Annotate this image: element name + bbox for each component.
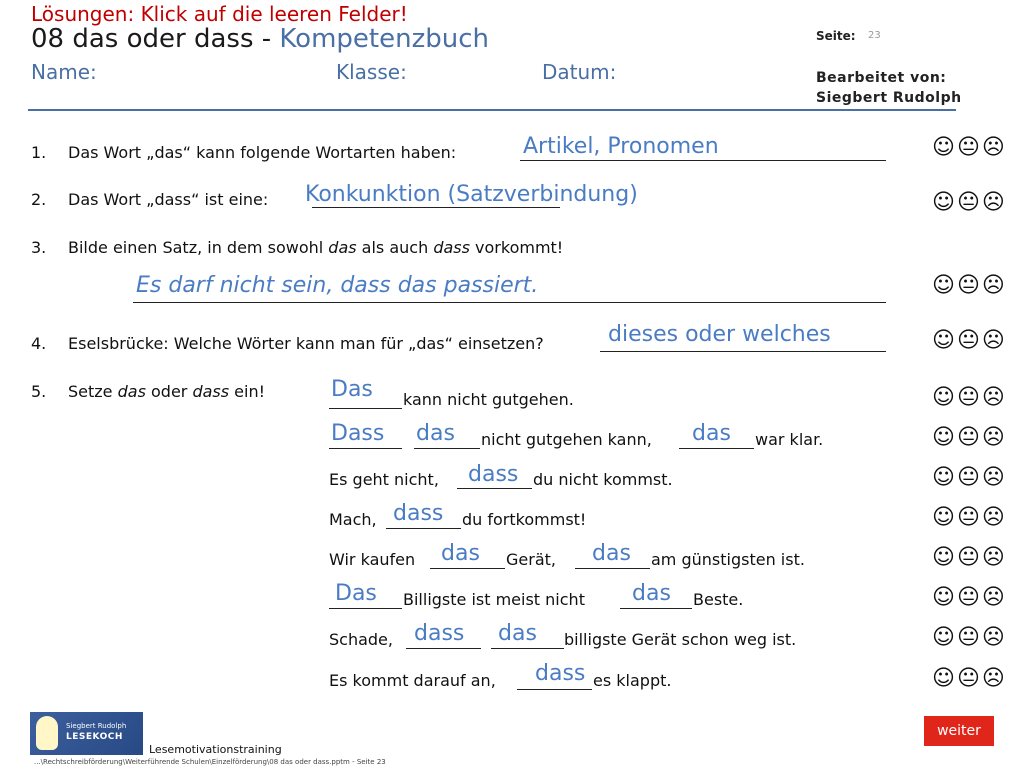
s7-answer-2[interactable]: das bbox=[498, 621, 537, 646]
page-title bbox=[31, 24, 489, 54]
happy-icon[interactable]: ☺ bbox=[932, 273, 957, 298]
s7-text-1: billigste Gerät schon weg ist. bbox=[564, 630, 797, 649]
s2-text-2: war klar. bbox=[755, 430, 824, 449]
q3-answer[interactable]: Es darf nicht sein, dass das passiert. bbox=[136, 273, 539, 298]
neutral-icon[interactable]: 😐 bbox=[956, 425, 982, 450]
happy-icon[interactable]: ☺ bbox=[932, 385, 957, 410]
s6-answer-2[interactable]: das bbox=[632, 581, 671, 606]
title-sub: Kompetenzbuch bbox=[279, 24, 489, 54]
s1-blank-1[interactable] bbox=[329, 408, 402, 409]
neutral-icon[interactable]: 😐 bbox=[956, 625, 982, 650]
sad-icon[interactable]: ☹ bbox=[981, 135, 1007, 160]
s5-blank-1[interactable] bbox=[430, 568, 505, 569]
s8-answer-1[interactable]: dass bbox=[535, 661, 586, 686]
s3-blank-1[interactable] bbox=[457, 488, 532, 489]
sad-icon[interactable]: ☹ bbox=[981, 190, 1007, 215]
rating-row-4 bbox=[932, 328, 1007, 353]
happy-icon[interactable]: ☺ bbox=[932, 190, 957, 215]
sad-icon[interactable]: ☹ bbox=[981, 465, 1007, 490]
q1-answer[interactable]: Artikel, Pronomen bbox=[523, 134, 719, 159]
rating-row-2 bbox=[932, 190, 1007, 215]
s3-answer-1[interactable]: dass bbox=[468, 462, 519, 487]
s6-blank-2[interactable] bbox=[620, 608, 692, 609]
s6-text-2: Beste. bbox=[693, 590, 744, 609]
happy-icon[interactable]: ☺ bbox=[932, 465, 957, 490]
name-label: Name: bbox=[31, 60, 97, 84]
neutral-icon[interactable]: 😐 bbox=[956, 585, 982, 610]
bearbeitet-block bbox=[816, 68, 962, 108]
s2-answer-2[interactable]: das bbox=[416, 421, 455, 446]
sad-icon[interactable]: ☹ bbox=[981, 585, 1007, 610]
happy-icon[interactable]: ☺ bbox=[932, 328, 957, 353]
neutral-icon[interactable]: 😐 bbox=[956, 666, 982, 691]
rating-row-6 bbox=[932, 425, 1007, 450]
title-main: 08 das oder dass - bbox=[31, 24, 280, 54]
q2-number: 2. bbox=[31, 190, 47, 209]
logo-author: Siegbert Rudolph bbox=[66, 722, 127, 730]
q1-blank[interactable] bbox=[520, 160, 886, 161]
q1-number: 1. bbox=[31, 143, 47, 162]
neutral-icon[interactable]: 😐 bbox=[956, 545, 982, 570]
rating-row-3 bbox=[932, 273, 1007, 298]
lesemotivation-label: Lesemotivationstraining bbox=[149, 743, 282, 756]
s4-answer-1[interactable]: dass bbox=[393, 501, 444, 526]
happy-icon[interactable]: ☺ bbox=[932, 425, 957, 450]
s2-blank-2[interactable] bbox=[414, 448, 480, 449]
rating-row-7 bbox=[932, 465, 1007, 490]
weiter-button[interactable]: weiter bbox=[924, 716, 994, 746]
s3-text-0: Es geht nicht, bbox=[329, 470, 439, 489]
s1-text: kann nicht gutgehen. bbox=[403, 390, 574, 409]
s2-text-1: nicht gutgehen kann, bbox=[481, 430, 652, 449]
s6-blank-1[interactable] bbox=[329, 608, 402, 609]
happy-icon[interactable]: ☺ bbox=[932, 666, 957, 691]
q5-text: Setze das oder dass ein! bbox=[68, 382, 266, 401]
rating-row-9 bbox=[932, 545, 1007, 570]
seite-label: Seite: bbox=[816, 29, 856, 43]
sad-icon[interactable]: ☹ bbox=[981, 328, 1007, 353]
rating-row-12 bbox=[932, 666, 1007, 691]
q2-answer[interactable]: Konkunktion (Satzverbindung) bbox=[305, 182, 638, 207]
q5-number: 5. bbox=[31, 382, 47, 401]
s5-text-1: Gerät, bbox=[506, 550, 556, 569]
q2-blank[interactable] bbox=[312, 207, 560, 208]
happy-icon[interactable]: ☺ bbox=[932, 545, 957, 570]
s2-blank-3[interactable] bbox=[679, 448, 754, 449]
neutral-icon[interactable]: 😐 bbox=[956, 505, 982, 530]
s5-answer-1[interactable]: das bbox=[441, 541, 480, 566]
s2-answer-1[interactable]: Dass bbox=[331, 421, 385, 446]
file-path: ...\Rechtschreibförderung\Weiterführende Schulen\Einzelförderung\08 das oder dass.pptm - Seite 23 bbox=[34, 758, 386, 766]
sad-icon[interactable]: ☹ bbox=[981, 666, 1007, 691]
rating-row-8 bbox=[932, 505, 1007, 530]
s3-text-1: du nicht kommst. bbox=[533, 470, 673, 489]
happy-icon[interactable]: ☺ bbox=[932, 585, 957, 610]
q4-number: 4. bbox=[31, 334, 47, 353]
s7-answer-1[interactable]: dass bbox=[414, 621, 465, 646]
q3-blank[interactable] bbox=[133, 302, 886, 303]
s5-blank-2[interactable] bbox=[575, 568, 650, 569]
sad-icon[interactable]: ☹ bbox=[981, 505, 1007, 530]
q4-answer[interactable]: dieses oder welches bbox=[608, 322, 831, 347]
bearbeitet-label: Bearbeitet von: bbox=[816, 70, 947, 86]
q4-blank[interactable] bbox=[600, 351, 886, 352]
q3-text: Bilde einen Satz, in dem sowohl das als auch dass vorkommt! bbox=[68, 238, 564, 257]
q1-text: Das Wort „das“ kann folgende Wortarten haben: bbox=[68, 143, 457, 162]
seite-number: 23 bbox=[868, 30, 881, 41]
rating-row-10 bbox=[932, 585, 1007, 610]
q4-text: Eselsbrücke: Welche Wörter kann man für „das“ einsetzen? bbox=[68, 334, 544, 353]
happy-icon[interactable]: ☺ bbox=[932, 135, 957, 160]
rating-row-1 bbox=[932, 135, 1007, 160]
s6-answer-1[interactable]: Das bbox=[335, 581, 377, 606]
s2-blank-1[interactable] bbox=[329, 448, 402, 449]
rating-row-11 bbox=[932, 625, 1007, 650]
s5-answer-2[interactable]: das bbox=[592, 541, 631, 566]
happy-icon[interactable]: ☺ bbox=[932, 505, 957, 530]
s4-text-1: du fortkommst! bbox=[462, 510, 587, 529]
klasse-label: Klasse: bbox=[336, 60, 407, 84]
s6-text-1: Billigste ist meist nicht bbox=[403, 590, 585, 609]
lightbulb-icon bbox=[36, 716, 58, 750]
author-name: Siegbert Rudolph bbox=[816, 90, 962, 106]
rating-row-5 bbox=[932, 385, 1007, 410]
q2-text: Das Wort „dass“ ist eine: bbox=[68, 190, 269, 209]
s4-text-0: Mach, bbox=[329, 510, 377, 529]
s7-text-0: Schade, bbox=[329, 630, 393, 649]
s1-answer-1[interactable]: Das bbox=[331, 377, 373, 402]
s8-blank-1[interactable] bbox=[517, 689, 592, 690]
s8-text-1: es klappt. bbox=[593, 671, 672, 690]
sad-icon[interactable]: ☹ bbox=[981, 425, 1007, 450]
header-divider bbox=[28, 109, 956, 111]
solution-note: Lösungen: Klick auf die leeren Felder! bbox=[31, 2, 408, 26]
s7-blank-2[interactable] bbox=[491, 648, 564, 649]
s4-blank-1[interactable] bbox=[386, 528, 461, 529]
sad-icon[interactable]: ☹ bbox=[981, 273, 1007, 298]
s2-answer-3[interactable]: das bbox=[692, 421, 731, 446]
neutral-icon[interactable]: 😐 bbox=[956, 328, 982, 353]
sad-icon[interactable]: ☹ bbox=[981, 385, 1007, 410]
neutral-icon[interactable]: 😐 bbox=[956, 385, 982, 410]
sad-icon[interactable]: ☹ bbox=[981, 545, 1007, 570]
s8-text-0: Es kommt darauf an, bbox=[329, 671, 496, 690]
q3-number: 3. bbox=[31, 238, 47, 257]
neutral-icon[interactable]: 😐 bbox=[956, 273, 982, 298]
lesekoch-logo bbox=[30, 712, 143, 755]
sad-icon[interactable]: ☹ bbox=[981, 625, 1007, 650]
neutral-icon[interactable]: 😐 bbox=[956, 465, 982, 490]
happy-icon[interactable]: ☺ bbox=[932, 625, 957, 650]
s5-text-2: am günstigsten ist. bbox=[651, 550, 805, 569]
datum-label: Datum: bbox=[542, 60, 617, 84]
neutral-icon[interactable]: 😐 bbox=[956, 135, 982, 160]
logo-brand: LESEKOCH bbox=[66, 732, 123, 742]
s5-text-0: Wir kaufen bbox=[329, 550, 416, 569]
s7-blank-1[interactable] bbox=[406, 648, 481, 649]
neutral-icon[interactable]: 😐 bbox=[956, 190, 982, 215]
